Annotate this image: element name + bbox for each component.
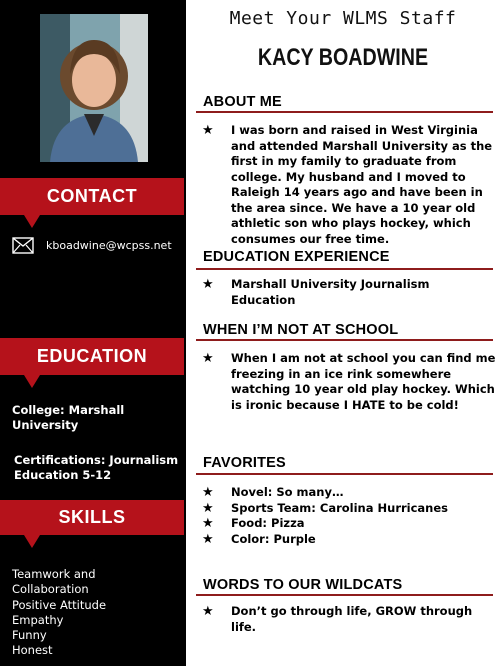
skills-heading: SKILLS bbox=[0, 500, 184, 535]
education-text: Marshall University Journalism Education bbox=[231, 277, 430, 307]
skill-item: Collaboration bbox=[12, 582, 89, 597]
words-item bbox=[202, 604, 498, 635]
profile-photo bbox=[40, 14, 148, 162]
not-at-school-heading: WHEN I’M NOT AT SCHOOL bbox=[203, 322, 399, 338]
skills-list bbox=[12, 567, 106, 659]
favorite-item bbox=[202, 532, 448, 548]
page-tagline: Meet Your WLMS Staff bbox=[229, 8, 457, 29]
skill-item: Positive Attitude bbox=[12, 597, 107, 612]
favorite-text: Color: Purple bbox=[231, 531, 316, 546]
star-icon: ★ bbox=[202, 277, 214, 292]
star-icon: ★ bbox=[202, 516, 214, 531]
education-item bbox=[202, 277, 498, 308]
star-icon: ★ bbox=[202, 485, 214, 500]
words-text: Don’t go through life, GROW through life. bbox=[231, 604, 473, 634]
favorite-text: Sports Team: Carolina Hurricanes bbox=[231, 500, 449, 515]
about-text: I was born and raised in West Virginia and attended Marshall University as the first in my family to graduate from college. My husband and I moved to Raleigh 14 years ago and have been in the area since. We have a 10 year old athletic son who plays hockey, which consumes our free time. bbox=[231, 123, 493, 246]
staff-name: KACY BOADWINE bbox=[257, 44, 429, 71]
skill-item: Funny bbox=[12, 628, 47, 643]
not-at-school-divider bbox=[196, 339, 493, 341]
education-experience-heading: EDUCATION EXPERIENCE bbox=[203, 249, 390, 265]
not-at-school-text: When I am not at school you can find me freezing in an ice rink somewhere watching 10 year old play hockey. Which is ironic because I HATE to be cold! bbox=[231, 351, 496, 412]
envelope-icon bbox=[12, 237, 34, 254]
contact-heading: CONTACT bbox=[0, 178, 184, 215]
about-heading: ABOUT ME bbox=[203, 94, 282, 110]
favorite-item bbox=[202, 516, 448, 532]
about-item bbox=[202, 123, 498, 247]
email-link[interactable]: kboadwine@wcpss.net bbox=[46, 239, 172, 252]
skill-item: Empathy bbox=[12, 612, 64, 627]
favorite-item bbox=[202, 501, 448, 517]
star-icon: ★ bbox=[202, 604, 214, 619]
favorite-text: Food: Pizza bbox=[231, 516, 305, 530]
not-at-school-item bbox=[202, 351, 498, 413]
favorite-text: Novel: So many… bbox=[231, 485, 344, 499]
favorites-divider bbox=[196, 473, 493, 475]
certifications-text: Certifications: Journalism Education 5-12 bbox=[14, 453, 179, 482]
star-icon: ★ bbox=[202, 351, 214, 366]
words-heading: WORDS TO OUR WILDCATS bbox=[203, 577, 403, 593]
star-icon: ★ bbox=[202, 123, 214, 138]
favorite-item bbox=[202, 485, 448, 501]
main-content bbox=[186, 0, 500, 666]
skill-item: Teamwork and bbox=[12, 567, 96, 581]
email-row[interactable] bbox=[12, 237, 172, 254]
education-heading: EDUCATION bbox=[0, 338, 184, 375]
favorites-heading: FAVORITES bbox=[203, 455, 286, 471]
about-divider bbox=[196, 111, 493, 113]
education-divider bbox=[196, 268, 493, 270]
star-icon: ★ bbox=[202, 531, 214, 547]
sidebar bbox=[0, 0, 186, 666]
skill-item: Honest bbox=[12, 643, 53, 658]
star-icon: ★ bbox=[202, 500, 214, 516]
words-divider bbox=[196, 594, 493, 596]
college-text: College: Marshall University bbox=[12, 403, 125, 432]
favorites-list bbox=[202, 485, 448, 547]
